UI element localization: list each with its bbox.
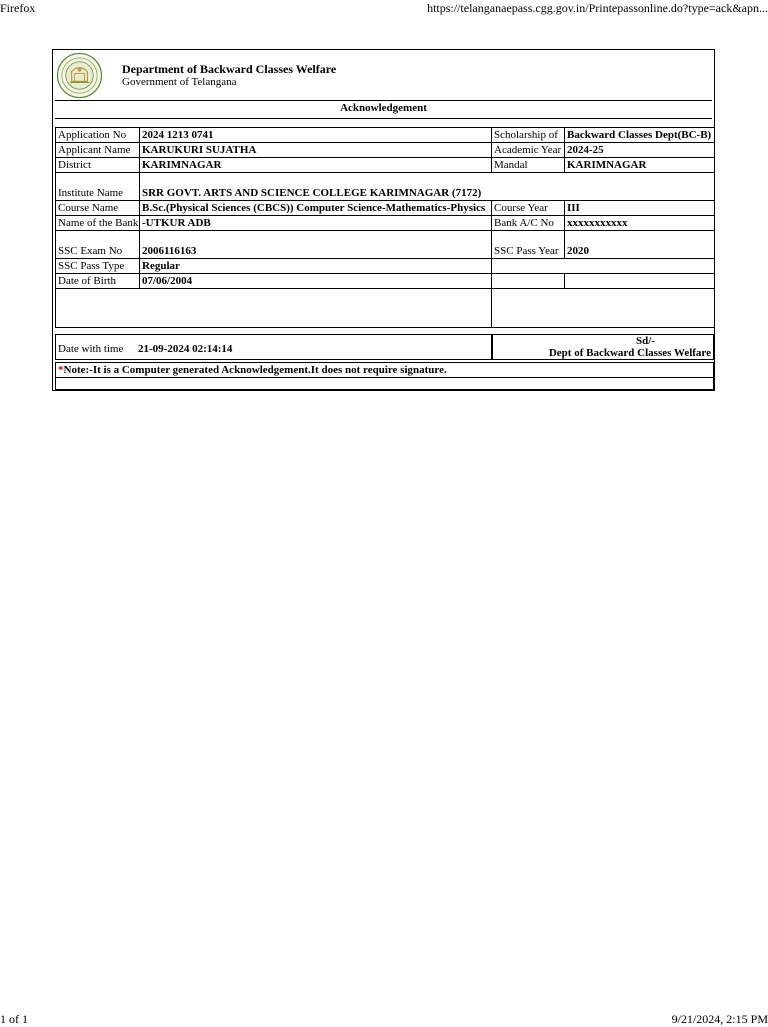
- signatory-text: Dept of Backward Classes Welfare: [548, 347, 711, 359]
- date-label: Date with time: [58, 343, 124, 355]
- table-row: [56, 201, 715, 216]
- empty-cell: [56, 289, 492, 328]
- field-label: Date of Birth: [56, 274, 140, 289]
- field-label: SSC Pass Year: [492, 231, 565, 259]
- government-subtitle: Government of Telangana: [122, 76, 237, 88]
- field-label: Name of the Bank: [56, 216, 140, 231]
- field-label: Scholarship of: [492, 128, 565, 143]
- table-row: [56, 231, 715, 259]
- course-name-value: B.Sc.(Physical Sciences (CBCS)) Computer Science-Mathematics-Physics: [140, 201, 492, 216]
- signature-row: [55, 334, 714, 362]
- note-row: [55, 362, 714, 378]
- institute-name-value: SRR GOVT. ARTS AND SCIENCE COLLEGE KARIMNAGAR (7172): [140, 173, 715, 201]
- empty-cell: [492, 259, 715, 274]
- scholarship-value: Backward Classes Dept(BC-B): [565, 128, 715, 143]
- ssc-pass-type-value: Regular: [140, 259, 492, 274]
- table-row: [56, 216, 715, 231]
- bank-name-value: -UTKUR ADB: [140, 216, 492, 231]
- field-label: SSC Pass Type: [56, 259, 140, 274]
- field-label: Institute Name: [56, 173, 140, 201]
- district-value: KARIMNAGAR: [140, 158, 492, 173]
- course-year-value: III: [565, 201, 715, 216]
- date-of-birth-value: 07/06/2004: [140, 274, 492, 289]
- field-label: Course Name: [56, 201, 140, 216]
- empty-row: [55, 378, 714, 390]
- date-cell: [55, 334, 492, 360]
- divider: [55, 100, 712, 101]
- page-indicator: 1 of 1: [0, 1012, 28, 1026]
- table-row: [56, 274, 715, 289]
- table-row: [56, 259, 715, 274]
- field-label: Bank A/C No: [492, 216, 565, 231]
- signature-cell: [492, 334, 714, 360]
- acknowledgement-title: Acknowledgement: [340, 102, 427, 114]
- mandal-value: KARIMNAGAR: [565, 158, 715, 173]
- browser-app-name: Firefox: [0, 1, 36, 15]
- field-label: Academic Year: [492, 143, 565, 158]
- ssc-pass-year-value: 2020: [565, 231, 715, 259]
- field-label: Mandal: [492, 158, 565, 173]
- ssc-exam-no-value: 2006116163: [140, 231, 492, 259]
- field-label: District: [56, 158, 140, 173]
- table-row: [56, 173, 715, 201]
- empty-cell: [492, 274, 565, 289]
- note-asterisk: *: [58, 364, 64, 376]
- field-label: Applicant Name: [56, 143, 140, 158]
- department-title: Department of Backward Classes Welfare: [122, 62, 337, 76]
- table-row: [56, 143, 715, 158]
- details-table: [55, 127, 715, 328]
- telangana-emblem-icon: [56, 52, 103, 99]
- table-row: [56, 158, 715, 173]
- field-label: Course Year: [492, 201, 565, 216]
- field-label: Application No: [56, 128, 140, 143]
- field-label: SSC Exam No: [56, 231, 140, 259]
- page-url: https://telanganaepass.cgg.gov.in/Printepassonline.do?type=ack&apn...: [427, 1, 768, 15]
- empty-cell: [565, 274, 715, 289]
- note-text: Note:-It is a Computer generated Acknowledgement.It does not require signature.: [63, 364, 447, 376]
- print-datetime: 9/21/2024, 2:15 PM: [671, 1012, 768, 1026]
- date-value: 21-09-2024 02:14:14: [138, 343, 233, 355]
- applicant-name-value: KARUKURI SUJATHA: [140, 143, 492, 158]
- divider: [55, 118, 712, 119]
- table-row: [56, 289, 715, 328]
- sd-text: Sd/-: [636, 335, 655, 347]
- table-row: [56, 128, 715, 143]
- empty-cell: [492, 289, 715, 328]
- application-no-value: 2024 1213 0741: [140, 128, 492, 143]
- academic-year-value: 2024-25: [565, 143, 715, 158]
- acknowledgement-form: [52, 49, 715, 391]
- bank-ac-no-value: xxxxxxxxxxx: [565, 216, 715, 231]
